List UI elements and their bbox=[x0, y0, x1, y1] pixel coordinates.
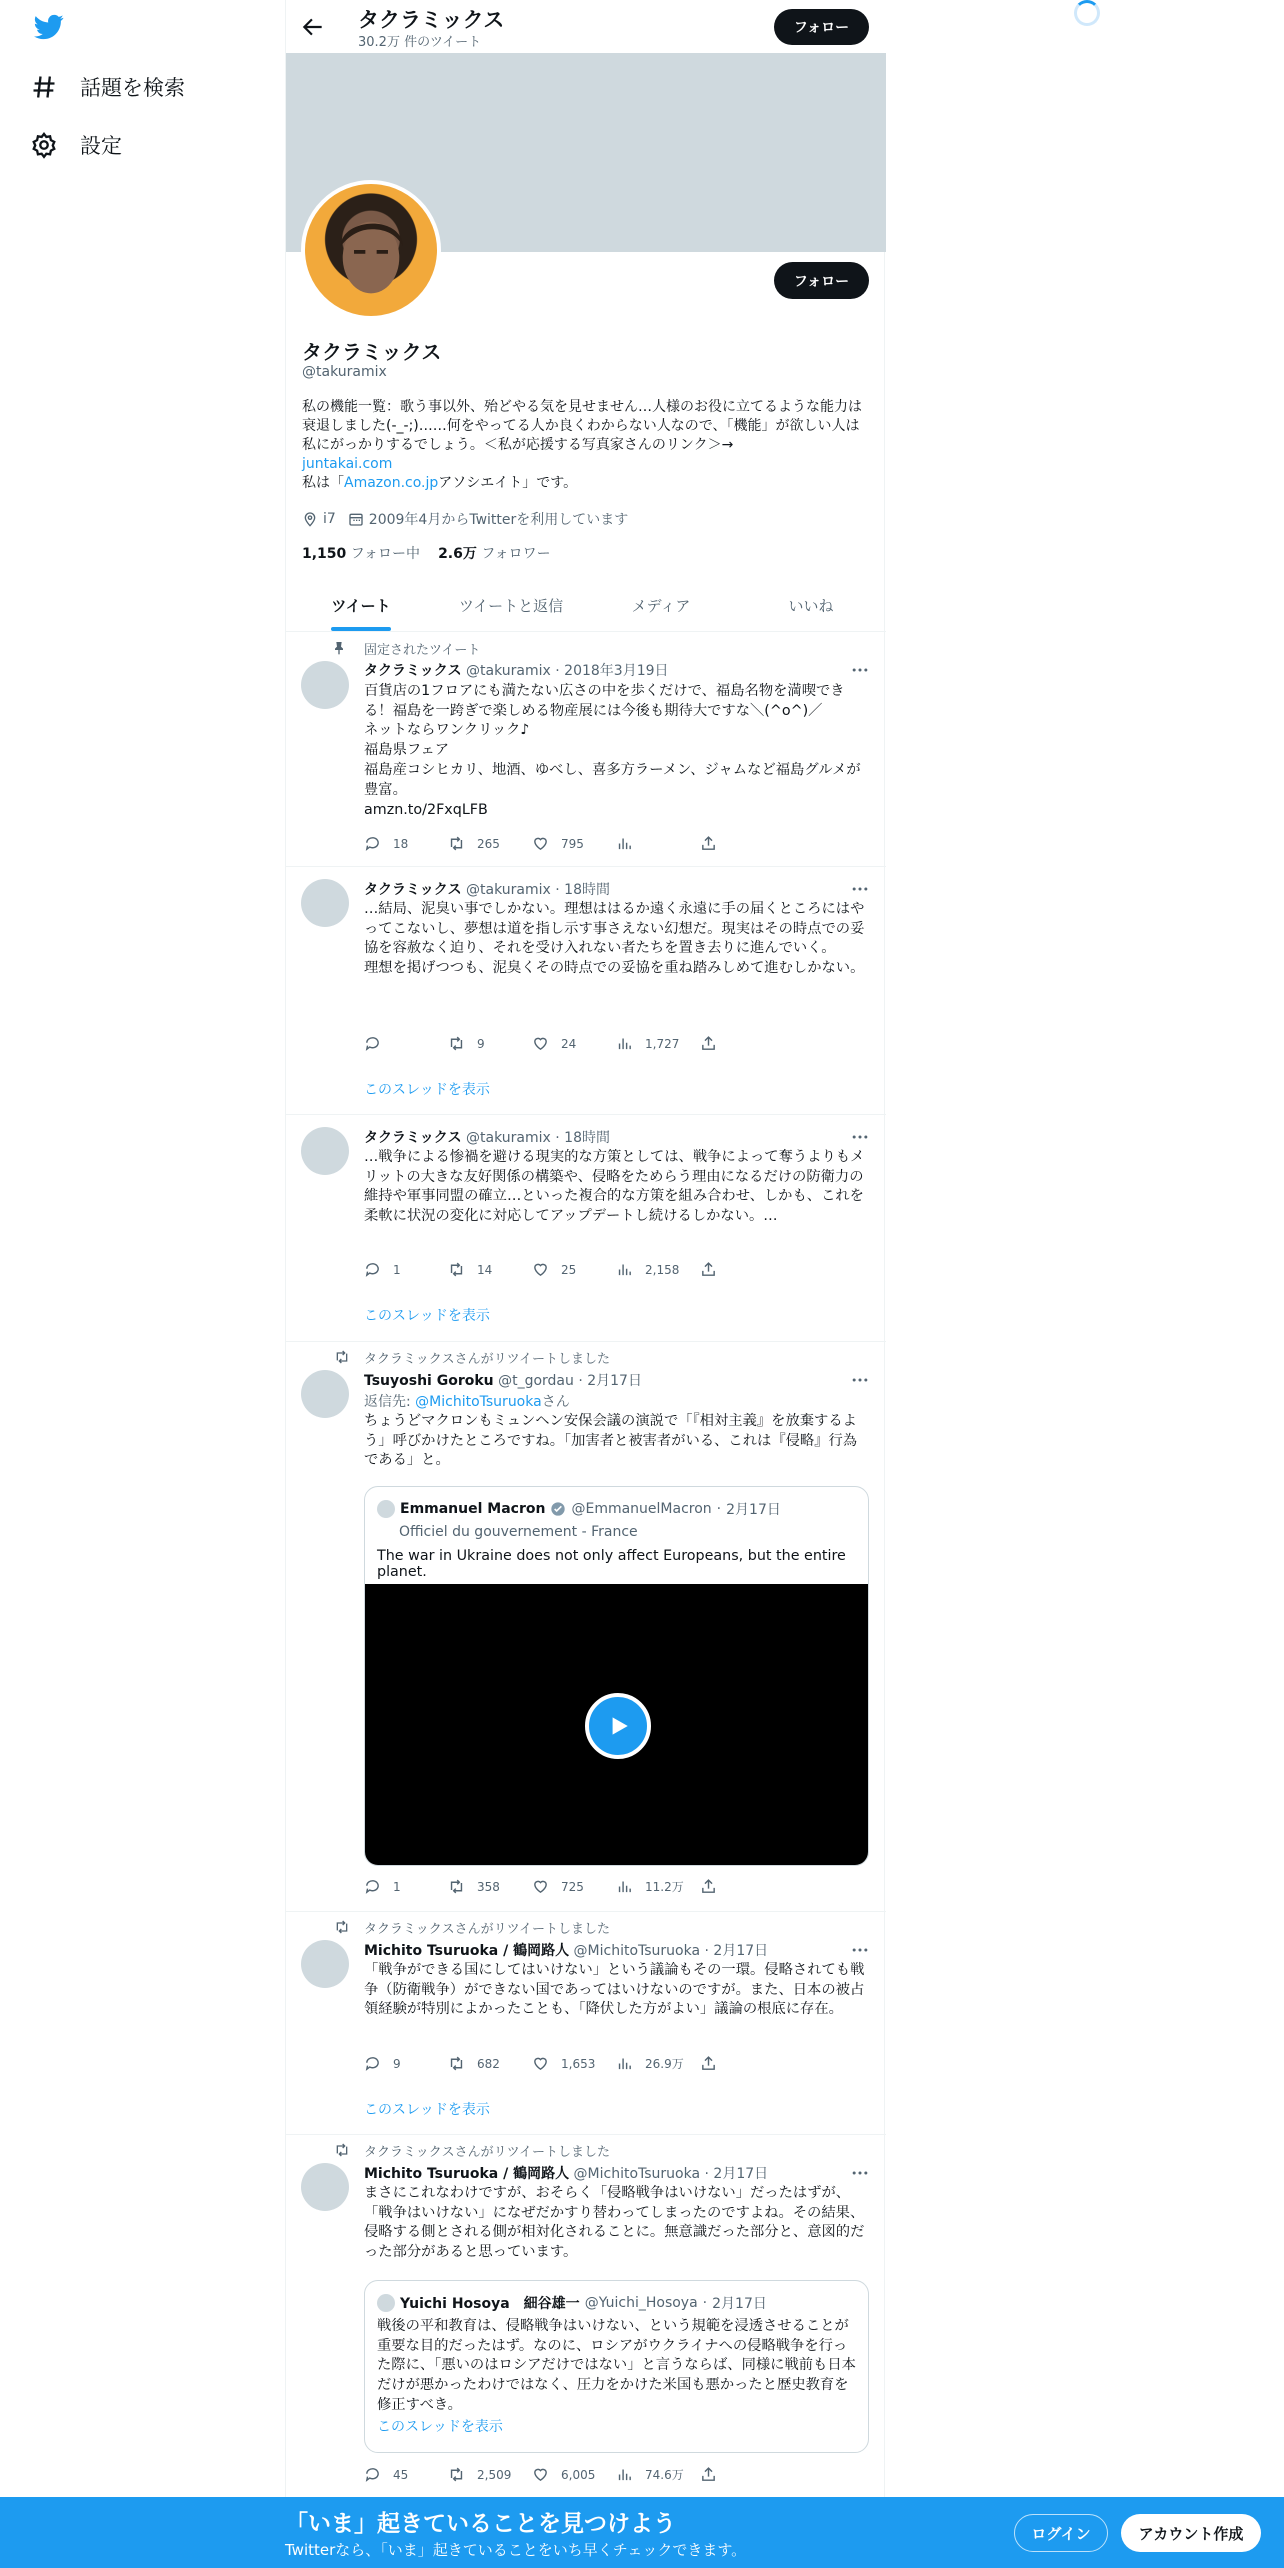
retweeted-label: タクラミックスさんがリツイートしました bbox=[364, 1922, 610, 1937]
tweet-time[interactable]: 2月17日 bbox=[713, 1943, 769, 1959]
tweet-text: …戦争による惨禍を避ける現実的な方策としては、戦争によって奪うよりもメリットの大きな友好関係の構築や、侵略をためらう理由になるだけの防衛力の維持や軍事同盟の確立…といった複合的な方策を組み合わせ、しかも、これを柔軟に状況の変化に対応してアップデートし続けるしかない。… bbox=[364, 1149, 865, 1225]
more-icon[interactable] bbox=[850, 1370, 870, 1390]
followers-link[interactable] bbox=[438, 543, 551, 563]
reply-count: 1 bbox=[393, 1879, 401, 1894]
share-button[interactable] bbox=[700, 1878, 784, 1895]
share-icon bbox=[700, 1261, 717, 1278]
more-icon[interactable] bbox=[850, 879, 870, 899]
reply-icon bbox=[364, 835, 381, 852]
loading-spinner-icon bbox=[1074, 0, 1100, 26]
author-name[interactable]: Tsuyoshi Goroku bbox=[364, 1373, 494, 1389]
signup-bar bbox=[0, 2497, 1284, 2568]
tweet-actions bbox=[364, 1035, 784, 1052]
following-count: 1,150 bbox=[302, 546, 347, 562]
share-icon bbox=[700, 2055, 717, 2072]
avatar[interactable] bbox=[301, 1127, 349, 1175]
views-button[interactable] bbox=[616, 1261, 700, 1278]
tweet-card[interactable] bbox=[286, 2135, 886, 2500]
reply-button[interactable] bbox=[364, 1878, 448, 1895]
tweet-text: ちょうどマクロンもミュンヘン安保会議の演説で「『相対主義』を放棄するよう」呼びかけたところですね。「加害者と被害者がいる、これは『侵略』行為である」と。 bbox=[364, 1413, 858, 1469]
like-count: 25 bbox=[561, 1262, 577, 1277]
view-count: 26.9万 bbox=[645, 2057, 684, 2071]
tweet-time[interactable]: 18時間 bbox=[564, 882, 610, 898]
show-thread-link[interactable]: このスレッドを表示 bbox=[364, 2102, 490, 2118]
reply-icon bbox=[364, 1878, 381, 1895]
reply-to bbox=[364, 1391, 570, 1411]
verified-badge-icon bbox=[550, 1501, 566, 1517]
hashtag-icon bbox=[30, 73, 58, 101]
retweet-icon bbox=[334, 2142, 350, 2158]
tweet-header: タクラミックス @takuramix · 18時間 bbox=[364, 882, 610, 898]
header-follow-button[interactable]: フォロー bbox=[774, 9, 869, 45]
view-count: 2,158 bbox=[645, 1262, 680, 1277]
tweet-header: タクラミックス @takuramix · 18時間 bbox=[364, 1130, 610, 1146]
bio-line2-pre: 私は「 bbox=[302, 475, 344, 491]
retweet-button[interactable] bbox=[448, 1878, 532, 1895]
views-icon bbox=[616, 1261, 633, 1278]
views-icon bbox=[616, 1035, 633, 1052]
heart-icon bbox=[532, 1261, 549, 1278]
location-text: i7 bbox=[323, 511, 336, 527]
author-handle: @takuramix bbox=[466, 663, 551, 679]
author-handle: @takuramix bbox=[466, 1130, 551, 1146]
retweet-icon bbox=[448, 2055, 465, 2072]
tweet-time[interactable]: 18時間 bbox=[564, 1130, 610, 1146]
heart-icon bbox=[532, 1878, 549, 1895]
tweet-text: 百貨店の1フロアにも満たない広さの中を歩くだけで、福島名物を満喫できる！福島を一跨ぎで楽しめる物産展には今後も期待大ですな＼(^o^)／ ネットならワンクリック♪ 福島県フェア 福島産コシヒカリ、地酒、ゆべし、喜多方ラーメン、ジャムなど福島グルメが豊富。 bbox=[364, 683, 861, 798]
tweet-time[interactable]: 2月17日 bbox=[713, 2166, 769, 2182]
gear-icon bbox=[30, 131, 58, 159]
bio-text: 私の機能一覧：歌う事以外、殆どやる気を見せません…人様のお役に立てるような能力は衰退しました(-_-;)……何をやってる人か良くわからない人なので、「機能」が欲しい人は私にがっかりするでしょう。＜私が応援する写真家さんのリンク＞→ bbox=[302, 399, 862, 453]
tweet-card[interactable] bbox=[286, 633, 886, 867]
like-button[interactable] bbox=[532, 2055, 616, 2072]
profile-header-bar bbox=[286, 0, 886, 53]
tweet-text: 「戦争ができる国にしてはいけない」という議論もその一環。侵略されても戦争（防衛戦争）ができない国であってはいけないのですが。また、日本の被占領経験が特別によかったことも、「降伏した方がよい」議論の根底に存在。 bbox=[364, 1962, 865, 2018]
avatar[interactable] bbox=[301, 1940, 349, 1988]
heart-icon bbox=[532, 2466, 549, 2483]
quote-time: 2月17日 bbox=[726, 1502, 781, 1518]
quote-author-name: Emmanuel Macron bbox=[400, 1501, 546, 1517]
nav-settings-label: 設定 bbox=[80, 134, 122, 158]
quoted-tweet[interactable] bbox=[364, 2280, 869, 2453]
reply-button[interactable] bbox=[364, 1035, 448, 1052]
quote-header: Emmanuel Macron @EmmanuelMacron · 2月17日 bbox=[377, 1499, 781, 1519]
reply-button[interactable] bbox=[364, 1261, 448, 1278]
reply-icon bbox=[364, 2466, 381, 2483]
view-count: 74.6万 bbox=[645, 2468, 684, 2482]
reply-count: 1 bbox=[393, 1262, 401, 1277]
like-button[interactable] bbox=[532, 1035, 616, 1052]
quote-time: 2月17日 bbox=[712, 2296, 767, 2312]
quote-author-handle: @Yuichi_Hosoya bbox=[584, 2295, 698, 2311]
retweet-button[interactable] bbox=[448, 1035, 532, 1052]
retweet-icon bbox=[448, 835, 465, 852]
like-count: 24 bbox=[561, 1036, 577, 1051]
play-button[interactable] bbox=[585, 1693, 651, 1759]
reply-button[interactable] bbox=[364, 835, 448, 852]
quote-avatar bbox=[377, 2294, 395, 2312]
share-icon bbox=[700, 1035, 717, 1052]
retweet-count: 358 bbox=[477, 1879, 500, 1894]
author-handle: @MichitoTsuruoka bbox=[573, 2166, 701, 2182]
tweet-actions bbox=[364, 835, 784, 852]
reply-count: 9 bbox=[393, 2056, 401, 2071]
views-button[interactable] bbox=[616, 1878, 700, 1895]
signup-bar-subtitle: Twitterなら、「いま」起きていることをいち早くチェックできます。 bbox=[285, 2541, 747, 2559]
tab-likes[interactable]: いいね bbox=[788, 597, 834, 615]
retweet-icon bbox=[334, 1349, 350, 1365]
retweet-count: 14 bbox=[477, 1262, 493, 1277]
reply-count: 45 bbox=[393, 2467, 409, 2482]
more-icon[interactable] bbox=[850, 2163, 870, 2183]
tweet-time[interactable]: 2018年3月19日 bbox=[564, 663, 669, 679]
bio-line2-post: アソシエイト」です。 bbox=[438, 475, 578, 491]
views-icon bbox=[616, 2466, 633, 2483]
tab-media[interactable]: メディア bbox=[631, 597, 691, 615]
like-button[interactable] bbox=[532, 835, 616, 852]
views-button[interactable] bbox=[616, 2055, 700, 2072]
video-player[interactable] bbox=[365, 1584, 869, 1866]
like-count: 795 bbox=[561, 836, 584, 851]
retweet-button[interactable] bbox=[448, 2466, 532, 2483]
quote-header: Yuichi Hosoya 細谷雄一 @Yuichi_Hosoya · 2月17日 bbox=[377, 2293, 767, 2313]
reply-count: 18 bbox=[393, 836, 409, 851]
play-icon bbox=[605, 1713, 631, 1739]
share-icon bbox=[700, 2466, 717, 2483]
show-thread-link[interactable]: このスレッドを表示 bbox=[364, 1082, 490, 1098]
reply-icon bbox=[364, 1035, 381, 1052]
share-button[interactable] bbox=[700, 2466, 784, 2483]
share-button[interactable] bbox=[700, 1261, 784, 1278]
author-name[interactable]: タクラミックス bbox=[364, 882, 462, 898]
quote-show-thread-link[interactable]: このスレッドを表示 bbox=[377, 2419, 503, 2435]
reply-icon bbox=[364, 2055, 381, 2072]
pin-icon bbox=[331, 640, 347, 656]
tweet-card[interactable] bbox=[286, 1115, 886, 1342]
show-thread-link[interactable]: このスレッドを表示 bbox=[364, 1308, 490, 1324]
tab-replies[interactable]: ツイートと返信 bbox=[458, 597, 564, 615]
retweet-count: 9 bbox=[477, 1036, 485, 1051]
tweet-link[interactable]: amzn.to/2FxqLFB bbox=[364, 802, 488, 818]
heart-icon bbox=[532, 1035, 549, 1052]
avatar[interactable] bbox=[301, 661, 349, 709]
following-label: フォロー中 bbox=[350, 546, 421, 562]
signup-button[interactable]: アカウント作成 bbox=[1121, 2514, 1261, 2552]
author-name[interactable]: タクラミックス bbox=[364, 663, 462, 679]
tweet-time[interactable]: 2月17日 bbox=[587, 1373, 642, 1389]
joined-text: 2009年4月からTwitterを利用しています bbox=[368, 512, 629, 528]
retweeted-label: タクラミックスさんがリツイートしました bbox=[364, 1352, 610, 1367]
retweet-count: 265 bbox=[477, 836, 500, 851]
like-button[interactable] bbox=[532, 1878, 616, 1895]
profile-tabs bbox=[286, 580, 886, 632]
bio-link[interactable]: juntakai.com bbox=[302, 456, 393, 472]
views-icon bbox=[616, 2055, 633, 2072]
tweet-header: Michito Tsuruoka / 鶴岡路人 @MichitoTsuruoka · 2月17日 bbox=[364, 2166, 769, 2182]
calendar-icon bbox=[348, 511, 364, 527]
retweet-button[interactable] bbox=[448, 835, 532, 852]
reply-to-label: 返信先: bbox=[364, 1394, 416, 1410]
nav-settings[interactable] bbox=[30, 130, 122, 160]
profile-name: タクラミックス bbox=[302, 340, 442, 364]
share-icon bbox=[700, 1878, 717, 1895]
followers-label: フォロワー bbox=[481, 546, 551, 562]
back-arrow-icon[interactable] bbox=[300, 14, 326, 40]
nav-explore[interactable] bbox=[30, 72, 185, 102]
reply-icon bbox=[364, 1261, 381, 1278]
author-name[interactable]: タクラミックス bbox=[364, 1130, 462, 1146]
profile-bio bbox=[302, 398, 872, 493]
tweet-actions bbox=[364, 2466, 784, 2483]
profile-follow-button[interactable]: フォロー bbox=[774, 262, 869, 299]
reply-to-suffix: さん bbox=[541, 1394, 570, 1410]
views-button[interactable] bbox=[616, 2466, 700, 2483]
header-tweet-count: 30.2万 件のツイート bbox=[358, 35, 482, 50]
following-link[interactable] bbox=[302, 543, 420, 563]
more-icon[interactable] bbox=[850, 1127, 870, 1147]
more-icon[interactable] bbox=[850, 1940, 870, 1960]
author-handle: @MichitoTsuruoka bbox=[573, 1943, 701, 1959]
profile-avatar[interactable] bbox=[301, 180, 441, 320]
tweet-card[interactable] bbox=[286, 867, 886, 1115]
twitter-logo-icon[interactable] bbox=[34, 12, 64, 42]
follow-stats bbox=[302, 543, 551, 563]
avatar[interactable] bbox=[301, 1370, 349, 1418]
tweet-header: Tsuyoshi Goroku @t_gordau · 2月17日 bbox=[364, 1373, 642, 1389]
retweet-icon bbox=[448, 1261, 465, 1278]
views-icon bbox=[616, 835, 633, 852]
views-button[interactable] bbox=[616, 1035, 700, 1052]
location-pin-icon bbox=[302, 511, 318, 527]
view-count: 1,727 bbox=[645, 1036, 680, 1051]
share-icon bbox=[700, 835, 717, 852]
tweet-text: …結局、泥臭い事でしかない。理想ははるか遠く永遠に手の届くところにはやってこないし、夢想は道を指し示す事さえない幻想だ。現実はその時点での妥協を容赦なく迫り、それを受け入れない者たちを置き去りに進んでいく。 理想を掲げつつも、泥臭くその時点での妥協を重ね踏みしめて進むしかない。 bbox=[364, 901, 865, 977]
tweet-header: Michito Tsuruoka / 鶴岡路人 @MichitoTsuruoka · 2月17日 bbox=[364, 1943, 769, 1959]
like-button[interactable] bbox=[532, 1261, 616, 1278]
tweet-text: まさにこれなわけですが、おそらく「侵略戦争はいけない」だったはずが、「戦争はいけない」になぜだかすり替わってしまったのですよね。その結果、侵略する側とされる側が相対化されることに。無意識だった部分と、意図的だった部分があると思っています。 bbox=[364, 2185, 865, 2261]
main-column bbox=[285, 0, 885, 2500]
joined-item bbox=[348, 509, 628, 529]
quote-author-handle: @EmmanuelMacron bbox=[571, 1501, 712, 1517]
signup-bar-title: 「いま」起きていることを見つけよう bbox=[285, 2511, 676, 2537]
author-handle: @t_gordau bbox=[498, 1373, 574, 1389]
location-item bbox=[302, 511, 336, 527]
heart-icon bbox=[532, 835, 549, 852]
author-handle: @takuramix bbox=[466, 882, 551, 898]
followers-count: 2.6万 bbox=[438, 546, 477, 562]
tweet-header: タクラミックス @takuramix · 2018年3月19日 bbox=[364, 663, 669, 679]
tweet-actions bbox=[364, 2055, 784, 2072]
login-button[interactable]: ログイン bbox=[1014, 2514, 1108, 2552]
tab-tweets[interactable]: ツイート bbox=[286, 580, 436, 631]
reply-button[interactable] bbox=[364, 2466, 448, 2483]
share-button[interactable] bbox=[700, 2055, 784, 2072]
quote-gov-label: Officiel du gouvernement - France bbox=[399, 1524, 638, 1540]
tweet-card[interactable] bbox=[286, 1912, 886, 2135]
amazon-link[interactable]: Amazon.co.jp bbox=[344, 475, 439, 491]
retweet-icon bbox=[334, 1919, 350, 1935]
avatar[interactable] bbox=[301, 2163, 349, 2211]
retweet-icon bbox=[448, 1878, 465, 1895]
more-icon[interactable] bbox=[850, 660, 870, 680]
quote-author-name: Yuichi Hosoya 細谷雄一 bbox=[400, 2296, 580, 2312]
profile-meta bbox=[302, 509, 628, 529]
share-button[interactable] bbox=[700, 835, 784, 852]
retweet-icon bbox=[448, 1035, 465, 1052]
pinned-label: 固定されたツイート bbox=[364, 643, 481, 658]
nav-explore-label: 話題を検索 bbox=[80, 76, 185, 100]
quote-avatar bbox=[377, 1500, 395, 1518]
avatar[interactable] bbox=[301, 879, 349, 927]
author-name[interactable]: Michito Tsuruoka / 鶴岡路人 bbox=[364, 1943, 570, 1959]
reply-to-handle[interactable]: @MichitoTsuruoka bbox=[415, 1394, 542, 1410]
header-name: タクラミックス bbox=[358, 8, 505, 32]
profile-handle: @takuramix bbox=[302, 364, 387, 380]
like-button[interactable] bbox=[532, 2466, 616, 2483]
like-count: 1,653 bbox=[561, 2056, 596, 2071]
retweet-button[interactable] bbox=[448, 2055, 532, 2072]
view-count: 11.2万 bbox=[645, 1880, 684, 1894]
retweet-count: 2,509 bbox=[477, 2467, 512, 2482]
author-name[interactable]: Michito Tsuruoka / 鶴岡路人 bbox=[364, 2166, 570, 2182]
like-count: 725 bbox=[561, 1879, 584, 1894]
share-button[interactable] bbox=[700, 1035, 784, 1052]
views-icon bbox=[616, 1878, 633, 1895]
retweeted-label: タクラミックスさんがリツイートしました bbox=[364, 2145, 610, 2160]
tweet-card[interactable] bbox=[286, 1342, 886, 1912]
like-count: 6,005 bbox=[561, 2467, 596, 2482]
tweet-actions bbox=[364, 1261, 784, 1278]
retweet-count: 682 bbox=[477, 2056, 500, 2071]
tweet-actions bbox=[364, 1878, 784, 1895]
quote-text: 戦後の平和教育は、侵略戦争はいけない、という規範を浸透させることが重要な目的だったはず。なのに、ロシアがウクライナへの侵略戦争を行った際に、「悪いのはロシアだけではない」と言うならば、同様に戦前も日本だけが悪かったわけではなく、圧力をかけた米国も悪かったと歴史教育を修正すべき。 bbox=[377, 2318, 856, 2413]
retweet-button[interactable] bbox=[448, 1261, 532, 1278]
retweet-icon bbox=[448, 2466, 465, 2483]
heart-icon bbox=[532, 2055, 549, 2072]
quoted-tweet[interactable] bbox=[364, 1486, 869, 1866]
reply-button[interactable] bbox=[364, 2055, 448, 2072]
quote-text: The war in Ukraine does not only affect Europeans, but the entire planet. bbox=[377, 1548, 846, 1580]
views-button[interactable] bbox=[616, 835, 700, 852]
